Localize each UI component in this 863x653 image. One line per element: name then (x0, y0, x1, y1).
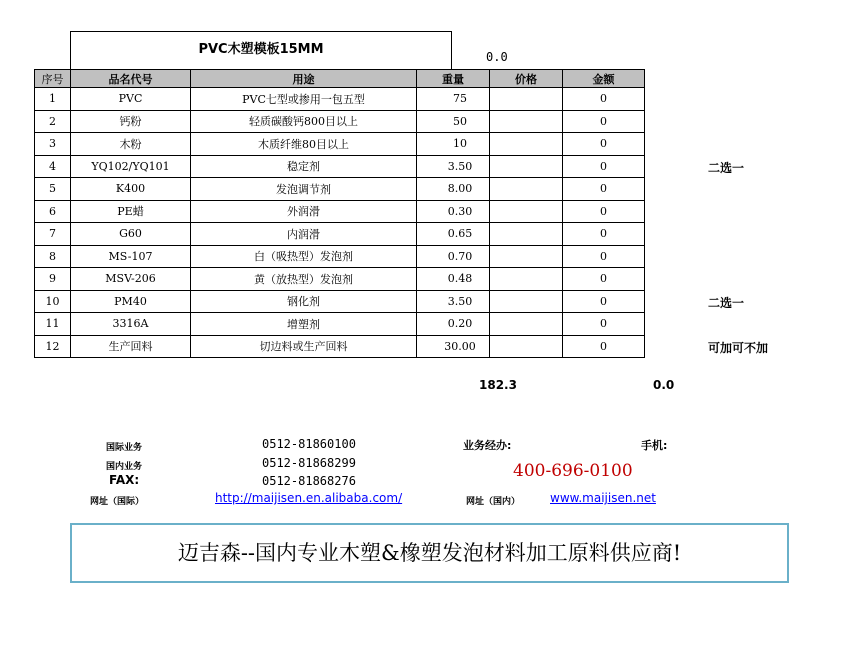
row-weight: 3.50 (417, 155, 490, 178)
table-row (35, 313, 645, 336)
row-name: PE蜡 (71, 200, 191, 223)
row-amount: 0 (563, 223, 645, 246)
table-header-row (35, 70, 645, 88)
row-use: PVC七型或掺用一包五型 (191, 88, 417, 111)
row-name: YQ102/YQ101 (71, 155, 191, 178)
row-weight: 0.20 (417, 313, 490, 336)
table-row (35, 110, 645, 133)
row-amount: 0 (563, 133, 645, 156)
mobile-label: 手机: (641, 439, 668, 452)
row-use: 木质纤维80目以上 (191, 133, 417, 156)
row-weight: 3.50 (417, 290, 490, 313)
row-weight: 8.00 (417, 178, 490, 201)
row-name: 生产回料 (71, 335, 191, 358)
table-row (35, 155, 645, 178)
row-weight: 50 (417, 110, 490, 133)
header-amount: 金额 (563, 70, 645, 88)
row-weight: 0.30 (417, 200, 490, 223)
row-name: 钙粉 (71, 110, 191, 133)
row-amount: 0 (563, 313, 645, 336)
row-use: 轻质碳酸钙800目以上 (191, 110, 417, 133)
row-price (490, 268, 563, 291)
row-weight: 0.70 (417, 245, 490, 268)
row-price (490, 178, 563, 201)
row-name: 3316A (71, 313, 191, 336)
row-amount: 0 (563, 155, 645, 178)
table-row (35, 223, 645, 246)
row-weight: 10 (417, 133, 490, 156)
domestic-site-label: 网址（国内） (466, 497, 521, 507)
domestic-site-link[interactable]: www.maijisen.net (550, 491, 656, 505)
row-no: 11 (35, 313, 71, 336)
row-note: 可加可不加 (708, 340, 769, 355)
row-amount: 0 (563, 290, 645, 313)
row-price (490, 155, 563, 178)
row-no: 1 (35, 88, 71, 111)
fax-number: 0512-81868276 (262, 474, 356, 488)
intl-business-label: 国际业务 (106, 443, 143, 453)
row-no: 5 (35, 178, 71, 201)
row-amount: 0 (563, 110, 645, 133)
row-price (490, 133, 563, 156)
row-price (490, 290, 563, 313)
fax-label: FAX: (109, 473, 140, 487)
row-name: PM40 (71, 290, 191, 313)
row-no: 12 (35, 335, 71, 358)
table-row (35, 88, 645, 111)
row-no: 6 (35, 200, 71, 223)
slogan-banner: 迈吉森--国内专业木塑&橡塑发泡材料加工原料供应商! (70, 523, 789, 583)
row-weight: 0.48 (417, 268, 490, 291)
row-name: K400 (71, 178, 191, 201)
top-value: 0.0 (486, 50, 508, 64)
row-price (490, 110, 563, 133)
row-price (490, 335, 563, 358)
row-no: 10 (35, 290, 71, 313)
business-manager-label: 业务经办: (463, 439, 512, 452)
header-weight: 重量 (417, 70, 490, 88)
sheet-title: PVC木塑模板15MM (70, 31, 452, 69)
row-name: 木粉 (71, 133, 191, 156)
row-use: 内润滑 (191, 223, 417, 246)
row-note: 二选一 (708, 295, 745, 310)
row-use: 稳定剂 (191, 155, 417, 178)
row-no: 7 (35, 223, 71, 246)
header-name: 品名代号 (71, 70, 191, 88)
row-name: PVC (71, 88, 191, 111)
table-row (35, 335, 645, 358)
row-weight: 0.65 (417, 223, 490, 246)
row-use: 钢化剂 (191, 290, 417, 313)
row-price (490, 200, 563, 223)
row-weight: 75 (417, 88, 490, 111)
intl-phone: 0512-81860100 (262, 437, 356, 451)
table-row (35, 133, 645, 156)
row-use: 黄（放热型）发泡剂 (191, 268, 417, 291)
row-amount: 0 (563, 178, 645, 201)
row-use: 切边料或生产回料 (191, 335, 417, 358)
total-weight: 182.3 (479, 378, 517, 392)
header-price: 价格 (490, 70, 563, 88)
intl-site-link[interactable]: http://maijisen.en.alibaba.com/ (215, 491, 403, 505)
row-weight: 30.00 (417, 335, 490, 358)
row-name: MSV-206 (71, 268, 191, 291)
row-name: MS-107 (71, 245, 191, 268)
row-no: 2 (35, 110, 71, 133)
table-row (35, 245, 645, 268)
domestic-business-label: 国内业务 (106, 462, 143, 472)
row-no: 4 (35, 155, 71, 178)
hotline-number: 400-696-0100 (513, 461, 633, 481)
row-amount: 0 (563, 88, 645, 111)
row-amount: 0 (563, 200, 645, 223)
table-row (35, 268, 645, 291)
formula-table (34, 69, 645, 358)
intl-site-label: 网址（国际） (90, 497, 145, 507)
row-use: 白（吸热型）发泡剂 (191, 245, 417, 268)
row-amount: 0 (563, 268, 645, 291)
header-use: 用途 (191, 70, 417, 88)
row-name: G60 (71, 223, 191, 246)
table-row (35, 178, 645, 201)
row-no: 9 (35, 268, 71, 291)
row-amount: 0 (563, 245, 645, 268)
total-amount: 0.0 (653, 378, 675, 392)
row-no: 8 (35, 245, 71, 268)
domestic-phone: 0512-81868299 (262, 456, 356, 470)
row-price (490, 313, 563, 336)
row-price (490, 88, 563, 111)
row-use: 外润滑 (191, 200, 417, 223)
table-row (35, 200, 645, 223)
row-price (490, 245, 563, 268)
row-use: 增塑剂 (191, 313, 417, 336)
row-use: 发泡调节剂 (191, 178, 417, 201)
row-no: 3 (35, 133, 71, 156)
row-price (490, 223, 563, 246)
header-seq: 序号 (35, 70, 71, 88)
row-note: 二选一 (708, 160, 745, 175)
row-amount: 0 (563, 335, 645, 358)
table-row (35, 290, 645, 313)
